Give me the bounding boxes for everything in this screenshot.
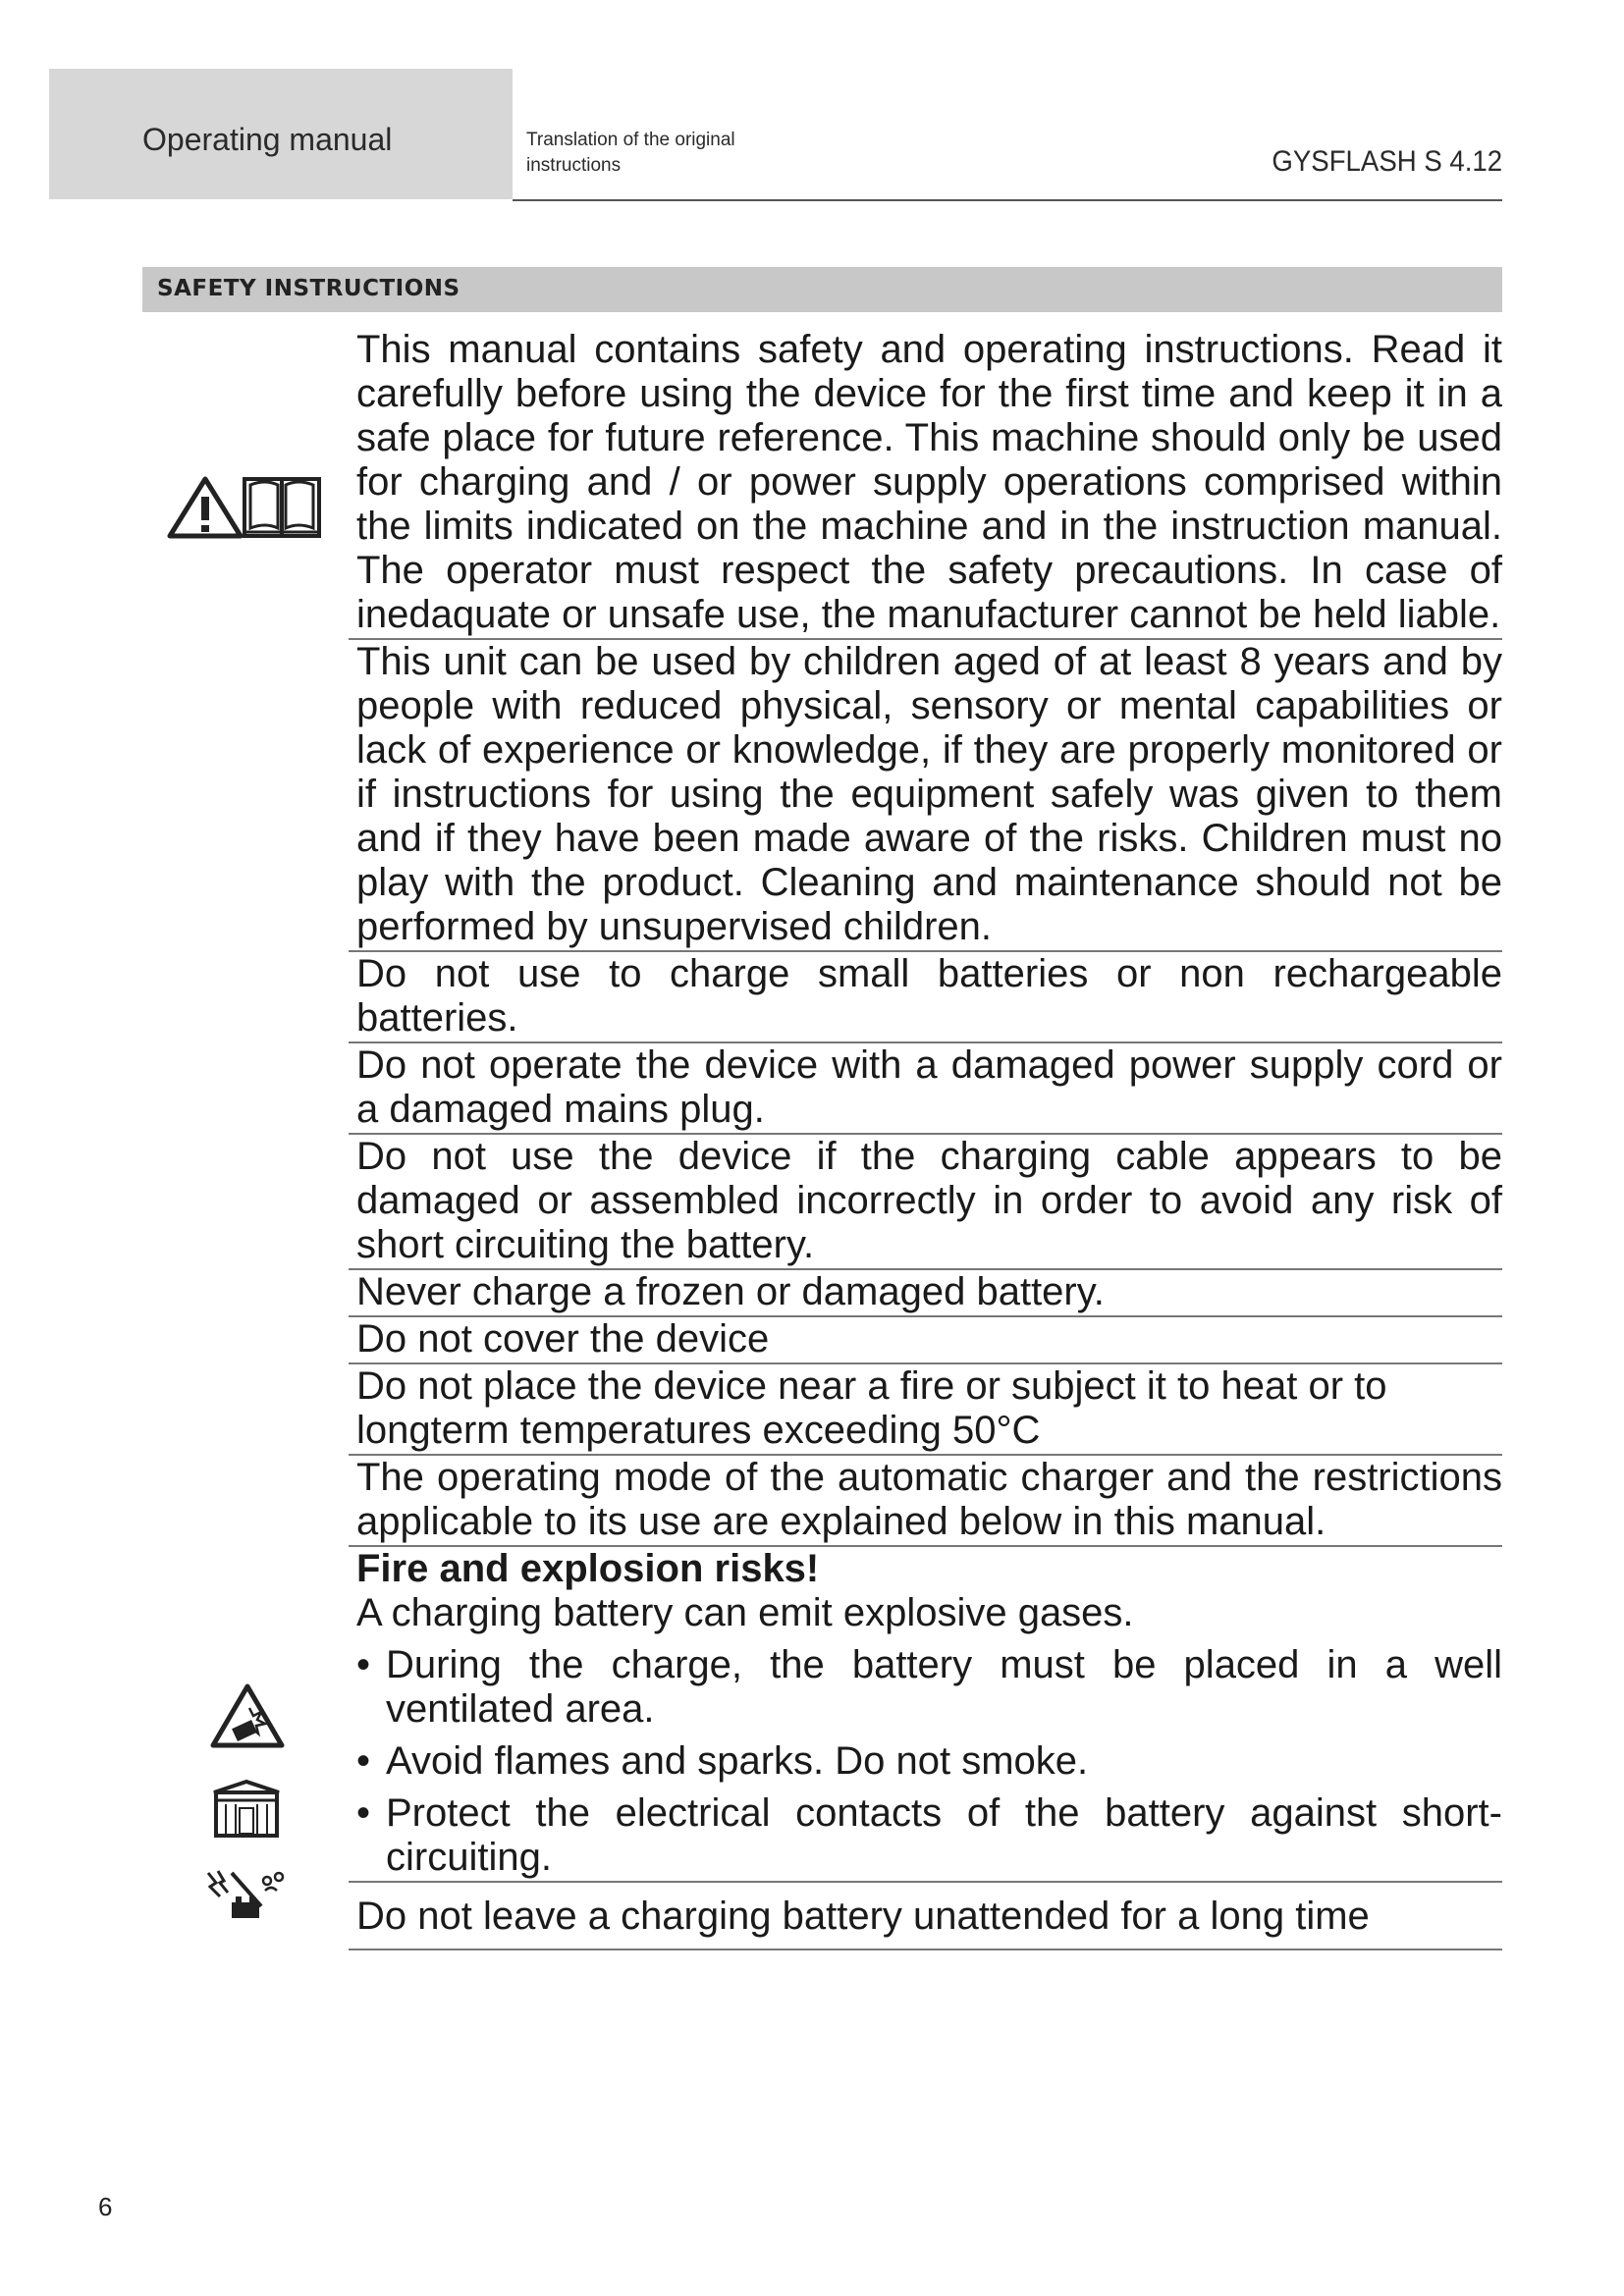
unattended-paragraph: Do not leave a charging battery unattended for a long time xyxy=(349,1883,1502,1950)
ventilated-room-icon xyxy=(208,1779,285,1838)
header-title: Operating manual xyxy=(142,122,393,157)
page-number: 6 xyxy=(98,2192,113,2221)
fire-intro: A charging battery can emit explosive gases. xyxy=(356,1591,1134,1634)
children-paragraph: This unit can be used by children aged of at least 8 years and by people with reduced physical, sensory or mental capabilities or lack of experience or knowledge, if they are properly monitored or if instructions for using the equipment safely was given to them and if they have been made aware of the risks. Children must no play with the product. Cleaning and maintenance should not be performed by unsupervised children. xyxy=(349,640,1502,952)
bullet-dot: • xyxy=(356,1739,371,1783)
list-item: • During the charge, the battery must be placed in a well ventilated area. xyxy=(356,1643,1502,1731)
explosion-warning-icon xyxy=(210,1682,285,1749)
header-subtitle: Translation of the original instructions xyxy=(526,130,735,176)
bullet-dot: • xyxy=(356,1791,371,1835)
bullet-dot: • xyxy=(356,1643,371,1686)
small-batteries-paragraph: Do not use to charge small batteries or non rechargeable batteries. xyxy=(349,952,1502,1043)
fire-explosion-section xyxy=(349,1547,1502,1883)
no-flames-icon xyxy=(202,1867,287,1924)
damaged-cord-paragraph: Do not operate the device with a damaged power supply cord or a damaged mains plug. xyxy=(349,1043,1502,1135)
damaged-cable-paragraph: Do not use the device if the charging cable appears to be damaged or assembled incorrectly in order to avoid any risk of short circuiting the battery. xyxy=(349,1135,1502,1270)
heat-paragraph: Do not place the device near a fire or subject it to heat or to longterm temperatures exceeding 50°C xyxy=(349,1364,1502,1456)
frozen-battery-paragraph: Never charge a frozen or damaged battery. xyxy=(349,1270,1502,1317)
header-model: GYSFLASH S 4.12 xyxy=(1272,145,1502,178)
intro-paragraph: This manual contains safety and operating instructions. Read it carefully before using the device for the first time and keep it in a safe place for future reference. This machine should only be used for charging and / or power supply operations comprised within the limits indicated on the machine and in the instruction manual. The operator must respect the safety precautions. In case of inedaquate or unsafe use, the manufacturer cannot be held liable. xyxy=(349,328,1502,640)
warning-triangle-icon xyxy=(167,475,244,540)
header-divider xyxy=(513,199,1502,201)
section-title: SAFETY INSTRUCTIONS xyxy=(157,276,460,301)
cover-device-paragraph: Do not cover the device xyxy=(349,1317,1502,1364)
safety-content xyxy=(349,328,1502,1950)
operating-mode-paragraph: The operating mode of the automatic charger and the restrictions applicable to its use are explained below in this manual. xyxy=(349,1456,1502,1547)
fire-title: Fire and explosion risks! xyxy=(356,1547,820,1590)
list-item: • Avoid flames and sparks. Do not smoke. xyxy=(356,1739,1089,1783)
open-book-icon xyxy=(242,475,322,540)
list-item: • Protect the electrical contacts of the battery against short-circuiting. xyxy=(356,1791,1502,1879)
